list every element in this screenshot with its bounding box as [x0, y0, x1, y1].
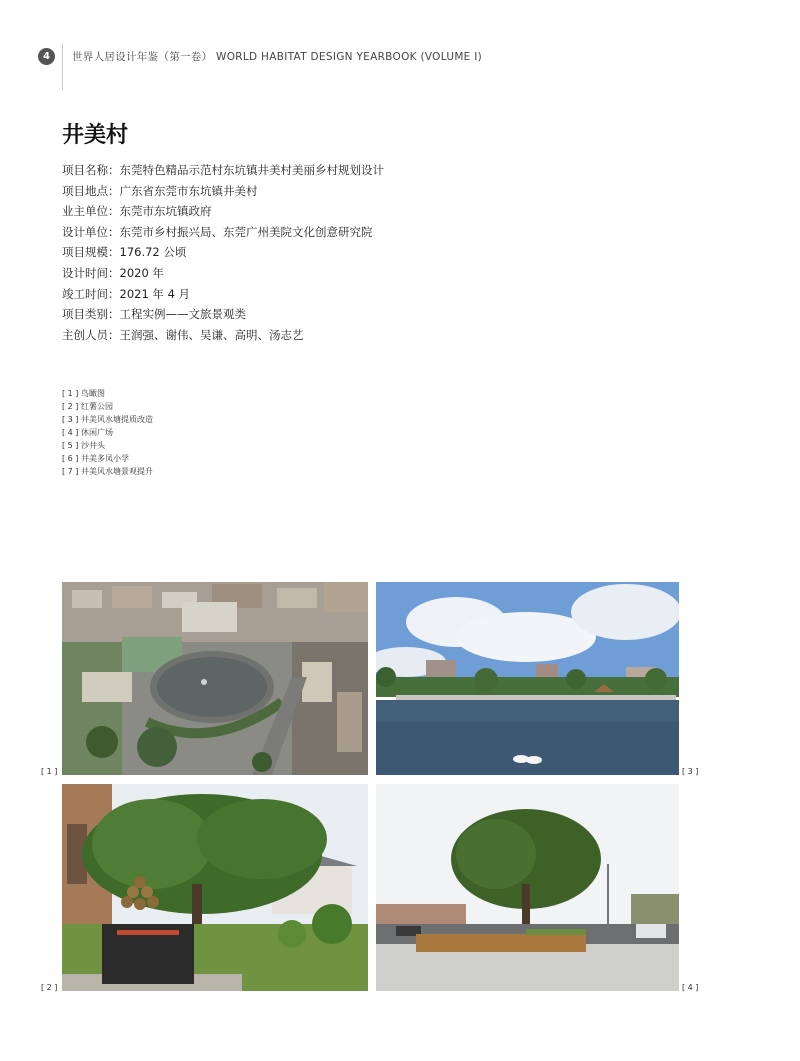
photo-tag: [ 1 ] [41, 767, 58, 776]
project-info-list [62, 160, 384, 345]
project-info-item: 项目规模：176.72 公顷 [62, 245, 187, 260]
project-info-item: 主创人员：王润强、谢伟、吴谦、高明、汤志艺 [62, 327, 304, 342]
project-info-item: 设计时间：2020 年 [62, 265, 164, 280]
caption-item: [ 2 ] 红薯公园 [62, 402, 113, 411]
caption-item: [ 5 ] 沙井头 [62, 441, 105, 450]
photo-sweet-potato-park [62, 784, 368, 991]
caption-item: [ 6 ] 井美多凤小学 [62, 454, 129, 463]
caption-item: [ 7 ] 井美风水塘景观提升 [62, 467, 153, 476]
photo-aerial-view [62, 582, 368, 775]
photo-pond [376, 582, 679, 775]
photo-leisure-plaza [376, 784, 679, 991]
caption-item: [ 4 ] 休闲广场 [62, 428, 113, 437]
project-info-item: 竣工时间：2021 年 4 月 [62, 286, 191, 301]
caption-item: [ 1 ] 鸟瞰图 [62, 389, 105, 398]
project-info-item: 项目地点：广东省东莞市东坑镇井美村 [62, 183, 258, 198]
header-divider [62, 44, 63, 90]
project-info-item: 项目类别：工程实例——文旅景观类 [62, 307, 246, 322]
running-head: 世界人居设计年鉴（第一卷） WORLD HABITAT DESIGN YEARBOOK (VOLUME Ⅰ) [72, 51, 483, 63]
caption-item: [ 3 ] 井美风水塘提质改造 [62, 415, 153, 424]
photo-tag: [ 3 ] [682, 767, 699, 776]
page-title: 井美村 [62, 123, 129, 148]
photo-tag: [ 4 ] [682, 983, 699, 992]
photo-tag: [ 2 ] [41, 983, 58, 992]
project-info-item: 业主单位：东莞市东坑镇政府 [62, 204, 212, 219]
page-number: 4 [38, 48, 55, 65]
project-info-item: 项目名称：东莞特色精品示范村东坑镇井美村美丽乡村规划设计 [62, 163, 384, 177]
project-info-item: 设计单位：东莞市乡村振兴局、东莞广州美院文化创意研究院 [62, 224, 373, 239]
caption-list [62, 387, 153, 478]
